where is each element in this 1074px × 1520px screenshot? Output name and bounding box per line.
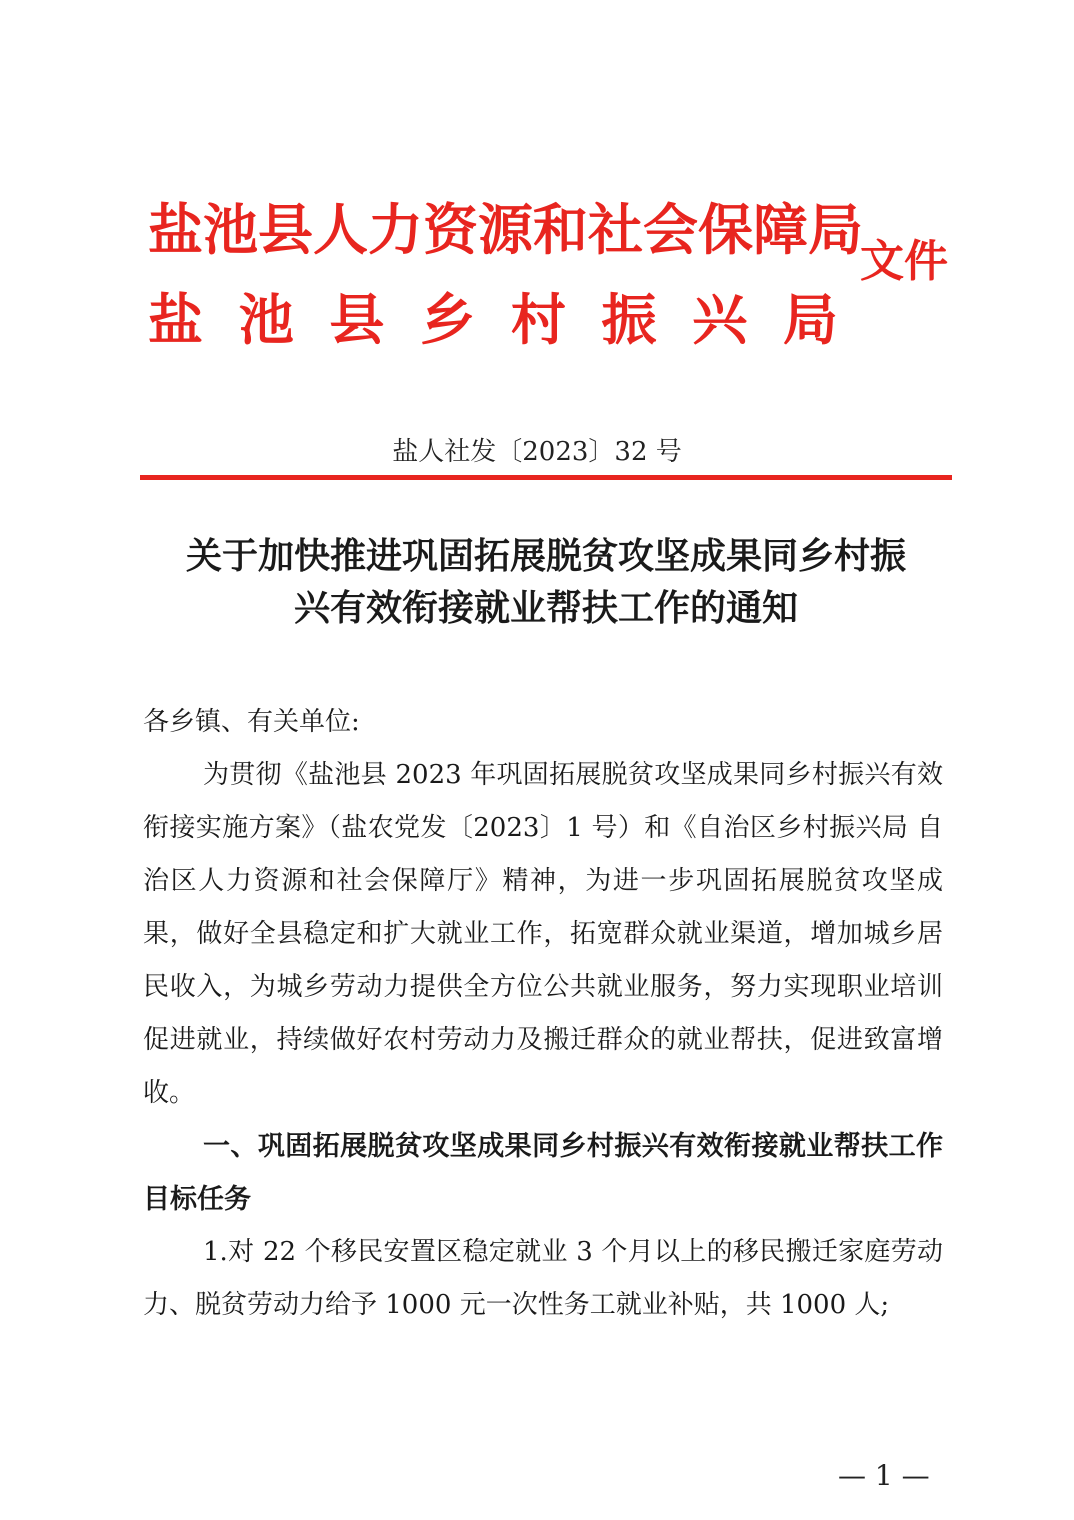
- org-line-2-char: 局: [782, 287, 838, 352]
- issuing-org-line-2: [148, 285, 838, 355]
- list-item-1: 1.对 22 个移民安置区稳定就业 3 个月以上的移民搬迁家庭劳动力、脱贫劳动力给予 1000 元一次性务工就业补贴，共 1000 人;: [143, 1237, 943, 1320]
- section-heading-1: 一、巩固拓展脱贫攻坚成果同乡村振兴有效衔接就业帮扶工作目标任务: [143, 1131, 943, 1215]
- document-body: [143, 696, 943, 1332]
- issuing-org-line-1: 盐池县人力资源和社会保障局: [148, 197, 864, 262]
- document-title: [140, 530, 952, 634]
- salutation: 各乡镇、有关单位:: [143, 707, 360, 737]
- org-line-2-char: 池: [238, 287, 294, 352]
- title-line-1: 关于加快推进巩固拓展脱贫攻坚成果同乡村振: [185, 535, 906, 577]
- file-label: 文件: [860, 236, 948, 287]
- page-number: — 1 —: [838, 1459, 930, 1492]
- paragraph-intro: 为贯彻《盐池县 2023 年巩固拓展脱贫攻坚成果同乡村振兴有效衔接实施方案》（盐农党发〔2023〕1 号）和《自治区乡村振兴局 自治区人力资源和社会保障厅》精神，为进一步巩固拓展脱贫攻坚成果，做好全县稳定和扩大就业工作，拓宽群众就业渠道，增加城乡居民收入，为城乡劳动力提供全方位公共就业服务，努力实现职业培训促进就业，持续做好农村劳动力及搬迁群众的就业帮扶，促进致富增收。: [143, 760, 943, 1108]
- org-line-2-char: 兴: [692, 287, 748, 352]
- org-line-2-char: 盐: [148, 287, 204, 352]
- org-line-2-char: 乡: [420, 287, 476, 352]
- document-number: 盐人社发〔2023〕32 号: [392, 437, 682, 467]
- org-line-2-char: 县: [329, 287, 385, 352]
- org-line-2-char: 振: [601, 287, 657, 352]
- title-line-2: 兴有效衔接就业帮扶工作的通知: [293, 587, 798, 629]
- org-line-2-char: 村: [510, 287, 566, 352]
- red-divider-line: [140, 475, 952, 480]
